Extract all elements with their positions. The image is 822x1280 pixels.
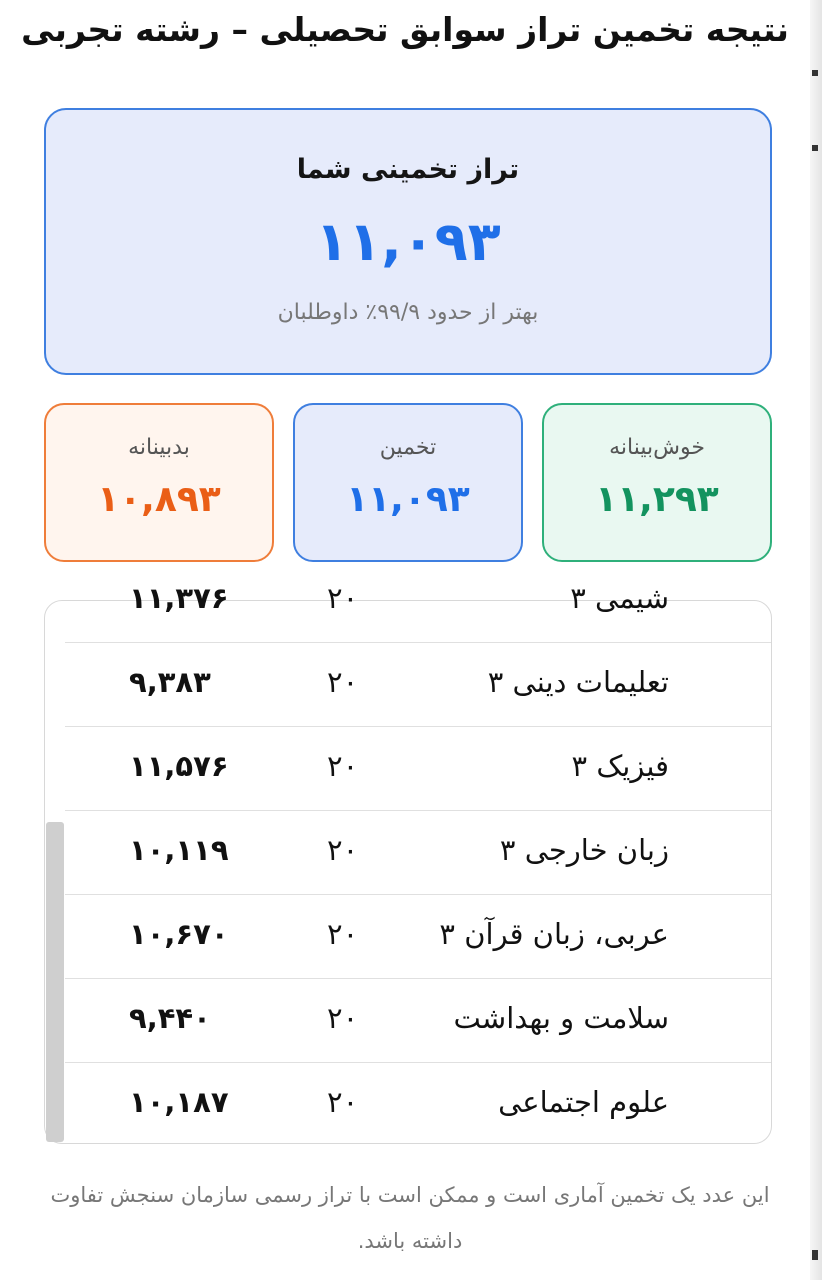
- subject-name: تعلیمات دینی ۳: [487, 665, 669, 699]
- edge-mark: [812, 1250, 818, 1260]
- estimate-value: ۱۱,۰۹۳: [346, 479, 470, 520]
- subject-weight: ۲۰: [327, 833, 359, 867]
- subject-weight: ۲۰: [327, 1085, 359, 1119]
- table-row: [65, 559, 771, 643]
- table-row: [65, 811, 771, 895]
- estimate-card: [293, 403, 523, 562]
- subject-name: عربی، زبان قرآن ۳: [439, 917, 669, 951]
- disclaimer-text: این عدد یک تخمین آماری است و ممکن است با تراز رسمی سازمان سنجش تفاوت داشته باشد.: [50, 1183, 770, 1253]
- subject-weight: ۲۰: [327, 581, 359, 615]
- edge-mark: [812, 145, 818, 151]
- subject-name: علوم اجتماعی: [498, 1085, 669, 1119]
- estimate-label: تخمین: [379, 435, 437, 460]
- subject-score: ۹,۴۴۰: [129, 1001, 211, 1035]
- page-title: نتیجه تخمین تراز سوابق تحصیلی – رشته تجربی: [21, 10, 789, 49]
- subject-score: ۹,۳۸۳: [129, 665, 211, 699]
- estimated-score-panel: [44, 108, 772, 375]
- pessimistic-label: بدبینانه: [128, 435, 190, 460]
- table-row: [65, 895, 771, 979]
- subject-score: ۱۰,۶۷۰: [129, 917, 229, 951]
- subject-weight: ۲۰: [327, 917, 359, 951]
- table-row: [65, 979, 771, 1063]
- pessimistic-card: [44, 403, 274, 562]
- subject-weight: ۲۰: [327, 665, 359, 699]
- subject-scores-table[interactable]: [44, 581, 772, 1144]
- optimistic-value: ۱۱,۲۹۳: [595, 479, 719, 520]
- subject-name: شیمی ۳: [570, 581, 669, 615]
- subject-name: زبان خارجی ۳: [499, 833, 669, 867]
- subject-score: ۱۱,۵۷۶: [129, 749, 229, 783]
- table-row: [65, 1063, 771, 1147]
- subject-weight: ۲۰: [327, 749, 359, 783]
- percentile-text: بهتر از حدود ۹۹/۹٪ داوطلبان: [277, 300, 539, 325]
- table-body: [45, 559, 771, 1147]
- subject-score: ۱۱,۳۷۶: [129, 581, 229, 615]
- table-scrollbar[interactable]: [46, 822, 64, 1142]
- edge-mark: [812, 70, 818, 76]
- estimated-score-label: تراز تخمینی شما: [296, 154, 520, 185]
- optimistic-label: خوش‌بینانه: [609, 435, 705, 460]
- subject-score: ۱۰,۱۸۷: [129, 1085, 229, 1119]
- pessimistic-value: ۱۰,۸۹۳: [97, 479, 221, 520]
- subject-score: ۱۰,۱۱۹: [129, 833, 229, 867]
- optimistic-card: [542, 403, 772, 562]
- table-row: [65, 643, 771, 727]
- subject-name: سلامت و بهداشت: [453, 1001, 669, 1035]
- table-row: [65, 727, 771, 811]
- page-edge: [810, 0, 822, 1280]
- subject-weight: ۲۰: [327, 1001, 359, 1035]
- estimated-score-value: ۱۱,۰۹۳: [315, 210, 501, 273]
- subject-name: فیزیک ۳: [571, 749, 669, 783]
